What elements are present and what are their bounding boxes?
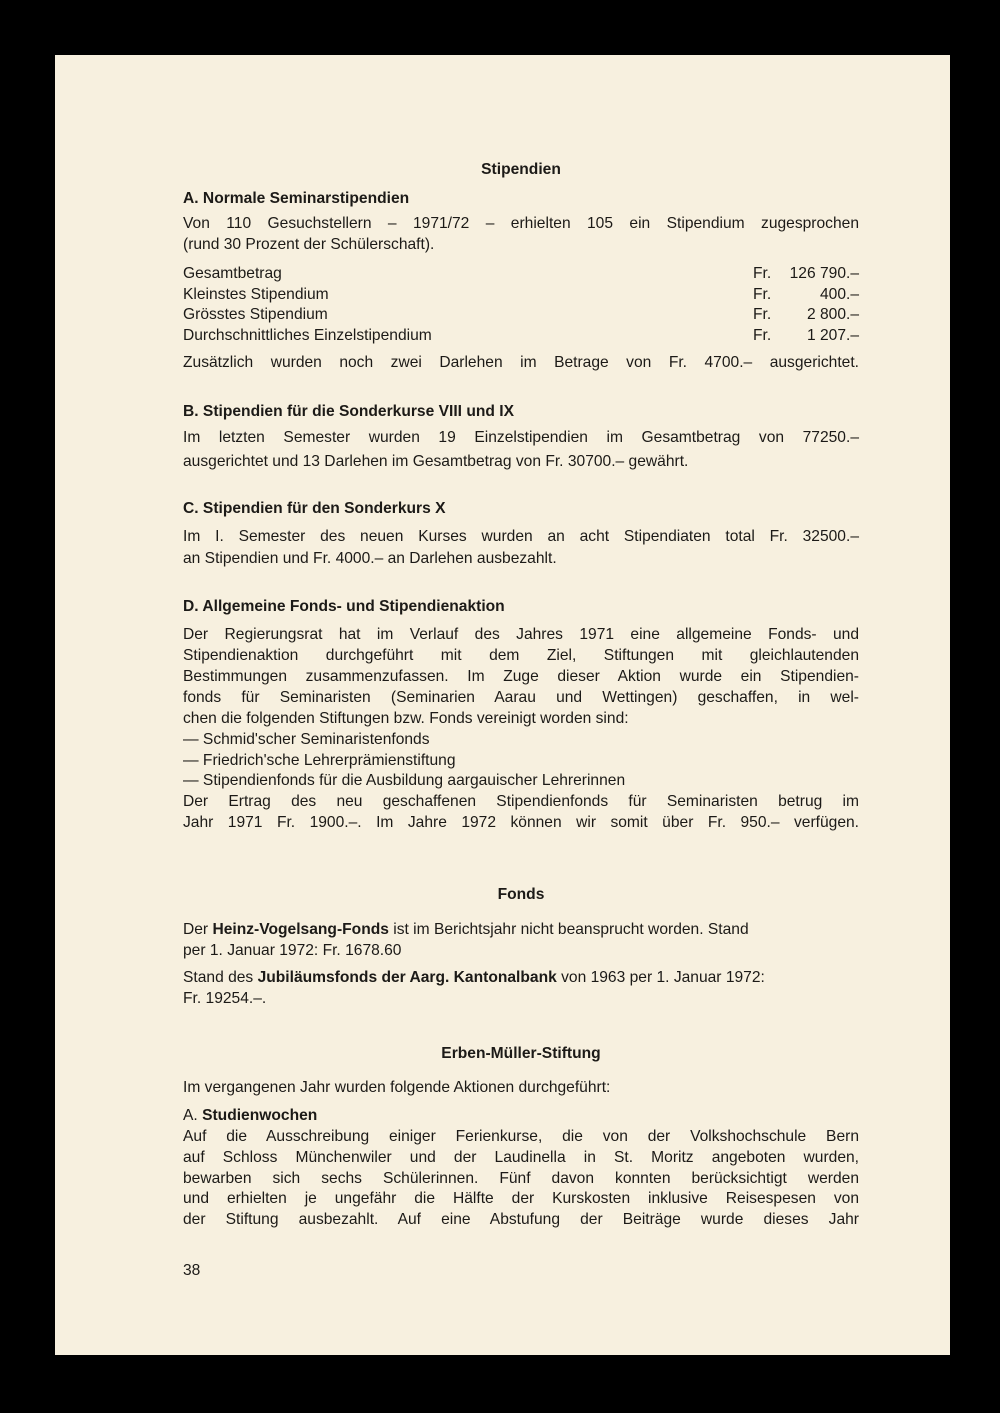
heading-a-normale-seminarstipendien: A. Normale Seminarstipendien — [183, 190, 410, 207]
text-run: A. — [183, 1107, 203, 1124]
paragraph-line: bewarben sich sechs Schülerinnen. Fünf davon konnten berücksichtigt werden — [183, 1170, 859, 1187]
paragraph-line: ausgerichtet und 13 Darlehen im Gesamtbetrag von Fr. 30700.– gewährt. — [183, 453, 689, 470]
paragraph-line: per 1. Januar 1972: Fr. 1678.60 — [183, 942, 402, 959]
amount-value: 2 800.– — [806, 306, 859, 323]
currency: Fr. — [753, 306, 772, 323]
text-run: von 1963 per 1. Januar 1972: — [556, 969, 765, 986]
text-run: Stand des — [183, 969, 258, 986]
paragraph-line: Im I. Semester des neuen Kurses wurden an acht Stipendiaten total Fr. 32500.– — [183, 528, 859, 545]
paragraph-line — [183, 920, 859, 941]
amount-label: Durchschnittliches Einzelstipendium — [183, 327, 432, 344]
heading-studienwochen: Studienwochen — [202, 1107, 318, 1124]
currency: Fr. — [753, 265, 772, 282]
amount-value: 126 790.– — [789, 265, 859, 282]
paragraph-line: Im letzten Semester wurden 19 Einzelstipendien im Gesamtbetrag von 77250.– — [183, 429, 859, 446]
currency: Fr. — [753, 286, 772, 303]
list-item: — Schmid'scher Seminaristenfonds — [183, 731, 430, 748]
page-number: 38 — [183, 1262, 201, 1279]
amount-value: 400.– — [819, 286, 859, 303]
fund-name: Jubiläumsfonds der Aarg. Kantonalbank — [257, 969, 557, 986]
subsection-heading — [183, 1106, 859, 1127]
heading-d-fonds-aktion: D. Allgemeine Fonds- und Stipendienaktion — [183, 598, 505, 615]
paragraph-line — [183, 968, 859, 989]
section-title-stipendien: Stipendien — [481, 161, 561, 178]
fund-name: Heinz-Vogelsang-Fonds — [212, 921, 389, 938]
amount-value: 1 207.– — [806, 327, 859, 344]
paragraph-line: Auf die Ausschreibung einiger Ferienkurse, die von der Volkshochschule Bern — [183, 1128, 859, 1145]
section-title-erben-mueller: Erben-Müller-Stiftung — [441, 1045, 601, 1062]
paragraph-line: (rund 30 Prozent der Schülerschaft). — [183, 236, 435, 253]
document-page — [55, 55, 950, 1355]
paragraph-line: der Stiftung ausbezahlt. Auf eine Abstufung der Beiträge wurde dieses Jahr — [183, 1211, 859, 1228]
paragraph-line: auf Schloss Münchenwiler und der Laudinella in St. Moritz angeboten wurden, — [183, 1149, 859, 1166]
heading-b-sonderkurse: B. Stipendien für die Sonderkurse VIII und IX — [183, 403, 514, 420]
paragraph-line: Stipendienaktion durchgeführt mit dem Ziel, Stiftungen mit gleichlautenden — [183, 647, 859, 664]
paragraph-line: Jahr 1971 Fr. 1900.–. Im Jahre 1972 können wir somit über Fr. 950.– verfügen. — [183, 814, 859, 831]
paragraph-line: Fr. 19254.–. — [183, 990, 267, 1007]
currency: Fr. — [753, 327, 772, 344]
paragraph-line: Im vergangenen Jahr wurden folgende Aktionen durchgeführt: — [183, 1079, 611, 1096]
paragraph-line: chen die folgenden Stiftungen bzw. Fonds vereinigt worden sind: — [183, 710, 629, 727]
paragraph-line: Bestimmungen zusammenzufassen. Im Zuge dieser Aktion wurde ein Stipendien- — [183, 668, 859, 685]
paragraph-line: und erhielten je ungefähr die Hälfte der Kurskosten inklusive Reisespesen von — [183, 1190, 859, 1207]
paragraph-line: Von 110 Gesuchstellern – 1971/72 – erhielten 105 ein Stipendium zugesprochen — [183, 215, 859, 232]
paragraph-line: Zusätzlich wurden noch zwei Darlehen im Betrage von Fr. 4700.– ausgerichtet. — [183, 354, 859, 371]
list-item: — Stipendienfonds für die Ausbildung aargauischer Lehrerinnen — [183, 772, 626, 789]
amount-label: Grösstes Stipendium — [183, 306, 328, 323]
paragraph-line: Der Regierungsrat hat im Verlauf des Jahres 1971 eine allgemeine Fonds- und — [183, 626, 859, 643]
text-run: ist im Berichtsjahr nicht beansprucht worden. Stand — [388, 921, 749, 938]
heading-c-sonderkurs-x: C. Stipendien für den Sonderkurs X — [183, 500, 446, 517]
paragraph-line: Der Ertrag des neu geschaffenen Stipendienfonds für Seminaristen betrug im — [183, 793, 859, 810]
paragraph-line: fonds für Seminaristen (Seminarien Aarau und Wettingen) geschaffen, in wel- — [183, 689, 859, 706]
amount-label: Kleinstes Stipendium — [183, 286, 329, 303]
section-title-fonds: Fonds — [497, 886, 545, 903]
list-item: — Friedrich'sche Lehrerprämienstiftung — [183, 752, 456, 769]
paragraph-line: an Stipendien und Fr. 4000.– an Darlehen ausbezahlt. — [183, 550, 557, 567]
amount-label: Gesamtbetrag — [183, 265, 282, 282]
text-run: Der — [183, 921, 213, 938]
